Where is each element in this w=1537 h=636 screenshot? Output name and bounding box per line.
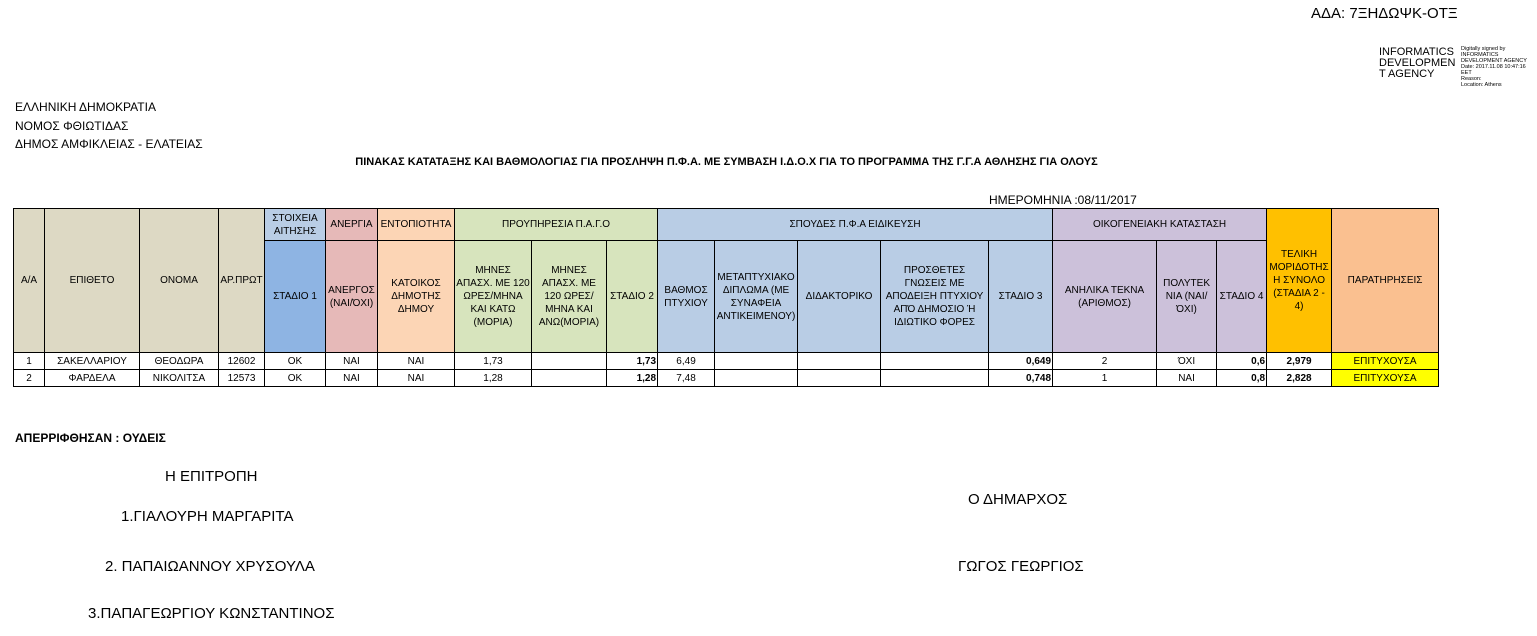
committee-member: 2. ΠΑΠΑΙΩΑΝΝΟΥ ΧΡΥΣΟΥΛΑ (105, 558, 315, 575)
header-municipality: ΔΗΜΟΣ ΑΜΦΙΚΛΕΙΑΣ - ΕΛΑΤΕΙΑΣ (15, 137, 203, 151)
header-minor-children: ΑΝΗΛΙΚΑ ΤΕΚΝΑ (ΑΡΙΘΜΟΣ) (1053, 241, 1157, 353)
table-row (14, 370, 1439, 387)
header-first-name: ΟΝΟΜΑ (140, 209, 219, 353)
cell-additional-skills (881, 370, 989, 387)
header-stage3: ΣΤΑΔΙΟ 3 (989, 241, 1053, 353)
cell-stage4: 0,6 (1217, 353, 1267, 370)
header-republic: ΕΛΛΗΝΙΚΗ ΔΗΜΟΚΡΑΤΙΑ (15, 100, 156, 114)
signature-name-line: INFORMATICS (1379, 46, 1454, 58)
header-unemployed: ΑΝΕΡΓΟΣ (ΝΑΙ/ΌΧΙ) (326, 241, 378, 353)
cell-resident: ΝΑΙ (378, 353, 455, 370)
cell-degree-grade: 6,49 (658, 353, 715, 370)
committee-title: Η ΕΠΙΤΡΟΠΗ (165, 468, 258, 485)
signature-detail-line: Location: Athens (1461, 82, 1502, 88)
table-row (14, 353, 1439, 370)
header-additional-skills: ΠΡΟΣΘΕΤΕΣ ΓΝΩΣΕΙΣ ΜΕ ΑΠΟΔΕΙΞΗ ΠΤΥΧΙΟΥ ΑΠΌ ΔΗΜΟΣΙΟ Ή ΙΔΙΩΤΙΚΟ ΦΟΡΕΣ (881, 241, 989, 353)
header-prefecture: ΝΟΜΟΣ ΦΘΙΩΤΙΔΑΣ (15, 119, 129, 133)
header-final-score: ΤΕΛΙΚΗ ΜΟΡΙΔΟΤΗΣ Η ΣΥΝΟΛΟ (ΣΤΑΔΙΑ 2 - 4) (1267, 209, 1332, 353)
header-surname: ΕΠΙΘΕΤΟ (45, 209, 140, 353)
cell-masters (715, 370, 798, 387)
cell-resident: ΝΑΙ (378, 370, 455, 387)
group-family-status: ΟΙΚΟΓΕΝΕΙΑΚΗ ΚΑΤΑΣΤΑΣΗ (1053, 209, 1267, 241)
cell-additional-skills (881, 353, 989, 370)
cell-protocol-number: 12602 (219, 353, 265, 370)
group-application-data: ΣΤΟΙΧΕΙΑ ΑΙΤΗΣΗΣ (265, 209, 326, 241)
ranking-table (13, 208, 1439, 387)
cell-doctorate (798, 370, 881, 387)
header-doctorate: ΔΙΔΑΚΤΟΡΙΚΟ (798, 241, 881, 353)
group-prior-service: ΠΡΟΥΠΗΡΕΣΙΑ Π.Α.Γ.Ο (455, 209, 658, 241)
signature-details (1461, 46, 1527, 88)
header-aa: Α/Α (14, 209, 45, 353)
committee-member: 1.ΓΙΑΛΟΥΡΗ ΜΑΡΓΑΡΙΤΑ (121, 508, 294, 525)
header-degree-grade: ΒΑΘΜΟΣ ΠΤΥΧΙΟΥ (658, 241, 715, 353)
table-group-header-row (14, 209, 1439, 241)
mayor-title: Ο ΔΗΜΑΡΧΟΣ (968, 491, 1068, 508)
cell-first-name: ΝΙΚΟΛΙΤΣΑ (140, 370, 219, 387)
header-resident: ΚΑΤΟΙΚΟΣ ΔΗΜΟΤΗΣ ΔΗΜΟΥ (378, 241, 455, 353)
header-stage1: ΣΤΑΔΙΟ 1 (265, 241, 326, 353)
cell-remarks: ΕΠΙΤΥΧΟΥΣΑ (1332, 370, 1439, 387)
cell-remarks: ΕΠΙΤΥΧΟΥΣΑ (1332, 353, 1439, 370)
cell-stage3: 0,649 (989, 353, 1053, 370)
cell-months-below: 1,73 (455, 353, 532, 370)
cell-surname: ΣΑΚΕΛΛΑΡΙΟΥ (45, 353, 140, 370)
cell-large-family: ΝΑΙ (1157, 370, 1217, 387)
cell-unemployed: ΝΑΙ (326, 370, 378, 387)
signature-detail-line: Reason: (1461, 76, 1482, 82)
cell-months-below: 1,28 (455, 370, 532, 387)
mayor-name: ΓΩΓΟΣ ΓΕΩΡΓΙΟΣ (958, 558, 1084, 575)
signature-detail-line: EET (1461, 70, 1472, 76)
ada-code: ΑΔΑ: 7ΞΗΔΩΨΚ-ΟΤΞ (1311, 5, 1458, 22)
cell-minor-children: 2 (1053, 353, 1157, 370)
rejected-note: ΑΠΕΡΡΙΦΘΗΣΑΝ : ΟΥΔΕΙΣ (15, 431, 166, 445)
header-protocol-number: ΑΡ.ΠΡΩΤ (219, 209, 265, 353)
document-title: ΠΙΝΑΚΑΣ ΚΑΤΑΤΑΞΗΣ ΚΑΙ ΒΑΘΜΟΛΟΓΙΑΣ ΓΙΑ ΠΡΟΣΛΗΨΗ Π.Φ.Α. ΜΕ ΣΥΜΒΑΣΗ Ι.Δ.Ο.Χ ΓΙΑ ΤΟ ΠΡΟΓΡΑΜΜΑ ΤΗΣ Γ.Γ.Α ΑΘΛΗΣΗΣ ΓΙΑ ΟΛΟΥΣ (355, 156, 1098, 168)
signature-detail-line: Date: 2017.11.08 10:47:16 (1461, 64, 1526, 70)
cell-months-above (532, 370, 607, 387)
header-large-family: ΠΟΛΥΤΕΚ ΝΙΑ (ΝΑΙ/ΌΧΙ) (1157, 241, 1217, 353)
group-locality: ΕΝΤΟΠΙΟΤΗΤΑ (378, 209, 455, 241)
cell-final-score: 2,979 (1267, 353, 1332, 370)
signature-detail-line: DEVELOPMENT AGENCY (1461, 58, 1527, 64)
cell-stage3: 0,748 (989, 370, 1053, 387)
cell-unemployed: ΝΑΙ (326, 353, 378, 370)
cell-first-name: ΘΕΟΔΩΡΑ (140, 353, 219, 370)
cell-large-family: ΌΧΙ (1157, 353, 1217, 370)
cell-aa: 1 (14, 353, 45, 370)
cell-months-above (532, 353, 607, 370)
group-studies: ΣΠΟΥΔΕΣ Π.Φ.Α ΕΙΔΙΚΕΥΣΗ (658, 209, 1053, 241)
cell-doctorate (798, 353, 881, 370)
cell-final-score: 2,828 (1267, 370, 1332, 387)
cell-protocol-number: 12573 (219, 370, 265, 387)
header-masters: ΜΕΤΑΠΤΥΧΙΑΚΟ ΔΙΠΛΩΜΑ (ΜΕ ΣΥΝΑΦΕΙΑ ΑΝΤΙΚΕΙΜΕΝΟΥ) (715, 241, 798, 353)
signature-name (1379, 47, 1455, 80)
signature-name-line: T AGENCY (1379, 68, 1435, 80)
cell-aa: 2 (14, 370, 45, 387)
cell-stage1: ΟΚ (265, 353, 326, 370)
signature-detail-line: INFORMATICS (1461, 52, 1499, 58)
cell-stage4: 0,8 (1217, 370, 1267, 387)
cell-stage2: 1,28 (607, 370, 658, 387)
signature-name-line: DEVELOPMEN (1379, 57, 1456, 69)
header-stage4: ΣΤΑΔΙΟ 4 (1217, 241, 1267, 353)
signature-detail-line: Digitally signed by (1461, 46, 1506, 52)
header-months-above: ΜΗΝΕΣ ΑΠΑΣΧ. ΜΕ 120 ΩΡΕΣ/ΜΗΝΑ ΚΑΙ ΑΝΩ(ΜΟΡΙΑ) (532, 241, 607, 353)
header-stage2: ΣΤΑΔΙΟ 2 (607, 241, 658, 353)
header-remarks: ΠΑΡΑΤΗΡΗΣΕΙΣ (1332, 209, 1439, 353)
document-date: ΗΜΕΡΟΜΗΝΙΑ :08/11/2017 (989, 193, 1137, 207)
cell-stage1: ΟΚ (265, 370, 326, 387)
cell-degree-grade: 7,48 (658, 370, 715, 387)
cell-minor-children: 1 (1053, 370, 1157, 387)
cell-surname: ΦΑΡΔΕΛΑ (45, 370, 140, 387)
cell-stage2: 1,73 (607, 353, 658, 370)
header-months-below: ΜΗΝΕΣ ΑΠΑΣΧ. ΜΕ 120 ΩΡΕΣ/ΜΗΝΑ ΚΑΙ ΚΑΤΩ (ΜΟΡΙΑ) (455, 241, 532, 353)
committee-member: 3.ΠΑΠΑΓΕΩΡΓΙΟΥ ΚΩΝΣΤΑΝΤΙΝΟΣ (88, 605, 335, 622)
group-unemployment: ΑΝΕΡΓΙΑ (326, 209, 378, 241)
cell-masters (715, 353, 798, 370)
